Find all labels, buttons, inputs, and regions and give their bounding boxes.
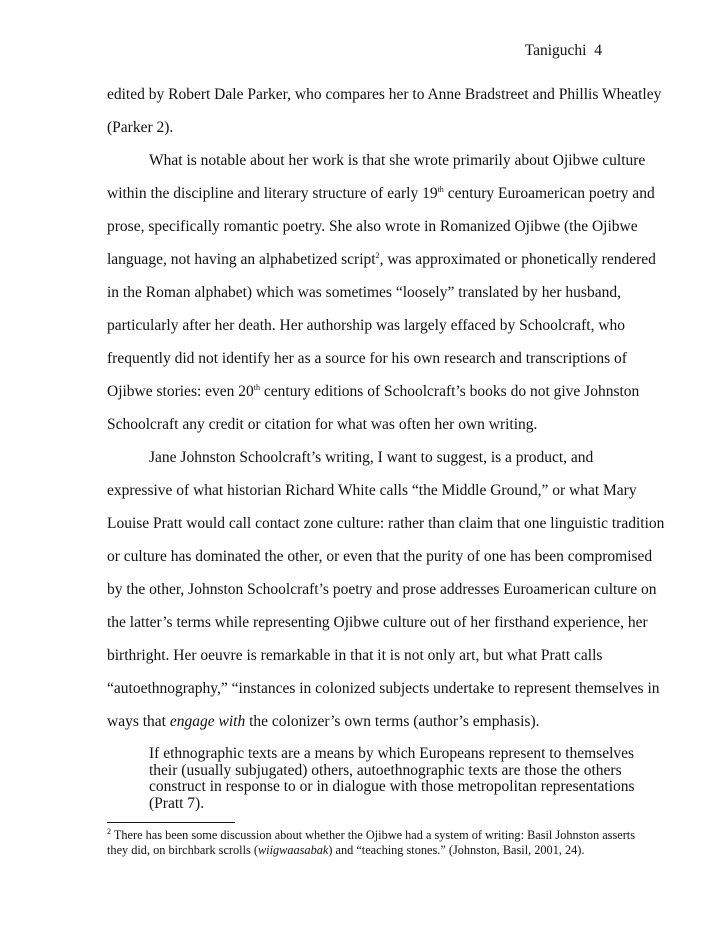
footnote-reference[interactable]: 2 <box>375 250 380 260</box>
running-header <box>525 42 602 60</box>
paragraph-start-line: What is notable about her work is that she wrote primarily about Ojibwe culture <box>149 152 646 169</box>
text-run: , was approximated or phonetically rendered <box>379 251 656 268</box>
emphasized-text: engage with <box>169 713 246 730</box>
body-line <box>107 185 655 203</box>
body-line: prose, specifically romantic poetry. She also wrote in Romanized Ojibwe (the Ojibwe <box>107 218 638 235</box>
header-page-number: 4 <box>594 42 602 59</box>
block-quote-line: If ethnographic texts are a means by which Europeans represent to themselves <box>149 745 635 762</box>
body-line <box>107 383 639 401</box>
body-line: frequently did not identify her as a source for his own research and transcriptions of <box>107 350 627 367</box>
block-quote-line: construct in response to or in dialogue with those metropolitan representations <box>149 778 635 795</box>
body-line <box>107 251 656 269</box>
footnote-line <box>107 843 584 857</box>
text-run: the colonizer’s own terms (author’s emphasis). <box>245 713 540 730</box>
footnote-text: they did, on birchbark scrolls ( <box>107 843 258 857</box>
block-quote-line: their (usually subjugated) others, autoethnographic texts are those the others <box>149 762 622 779</box>
body-line: “autoethnography,” “instances in colonized subjects undertake to represent themselves in <box>107 680 660 697</box>
text-run: language, not having an alphabetized script <box>107 251 376 268</box>
body-line: Louise Pratt would call contact zone culture: rather than claim that one linguistic tradition <box>107 515 665 532</box>
footnote-text: ) and “teaching stones.” (Johnston, Basil, 2001, 24). <box>328 843 585 857</box>
ordinal-superscript: th <box>437 184 444 194</box>
body-line: expressive of what historian Richard White calls “the Middle Ground,” or what Mary <box>107 482 637 499</box>
footnote-separator <box>107 822 235 823</box>
text-run: within the discipline and literary structure of early 19 <box>107 185 438 202</box>
header-author: Taniguchi <box>524 42 587 59</box>
body-line: birthright. Her oeuvre is remarkable in that it is not only art, but what Pratt calls <box>107 647 603 664</box>
body-line: Schoolcraft any credit or citation for what was often her own writing. <box>107 416 538 433</box>
body-line: the latter’s terms while representing Ojibwe culture out of her firsthand experience, her <box>107 614 648 631</box>
footnote-line <box>107 828 635 842</box>
text-run: ways that <box>107 713 170 730</box>
paragraph-start-line: Jane Johnston Schoolcraft’s writing, I want to suggest, is a product, and <box>149 449 594 466</box>
text-run: century Euroamerican poetry and <box>443 185 655 202</box>
footnote-marker: 2 <box>107 826 111 836</box>
ordinal-superscript: th <box>253 382 261 392</box>
footnote-emphasized-text: wiigwaasabak <box>257 843 329 857</box>
block-quote-line: (Pratt 7). <box>149 795 205 812</box>
body-line: particularly after her death. Her authorship was largely effaced by Schoolcraft, who <box>107 317 626 334</box>
body-line: edited by Robert Dale Parker, who compares her to Anne Bradstreet and Phillis Wheatley <box>107 86 662 103</box>
body-line: (Parker 2). <box>107 119 174 136</box>
body-line: or culture has dominated the other, or even that the purity of one has been compromised <box>107 548 653 565</box>
body-line: in the Roman alphabet) which was sometimes “loosely” translated by her husband, <box>107 284 621 301</box>
text-run: century editions of Schoolcraft’s books do not give Johnston <box>260 383 640 400</box>
body-line <box>107 713 540 731</box>
footnote-text: There has been some discussion about whether the Ojibwe had a system of writing: Basil Johnston asserts <box>111 828 636 842</box>
body-line: by the other, Johnston Schoolcraft’s poetry and prose addresses Euroamerican culture on <box>107 581 657 598</box>
text-run: Ojibwe stories: even 20 <box>107 383 254 400</box>
